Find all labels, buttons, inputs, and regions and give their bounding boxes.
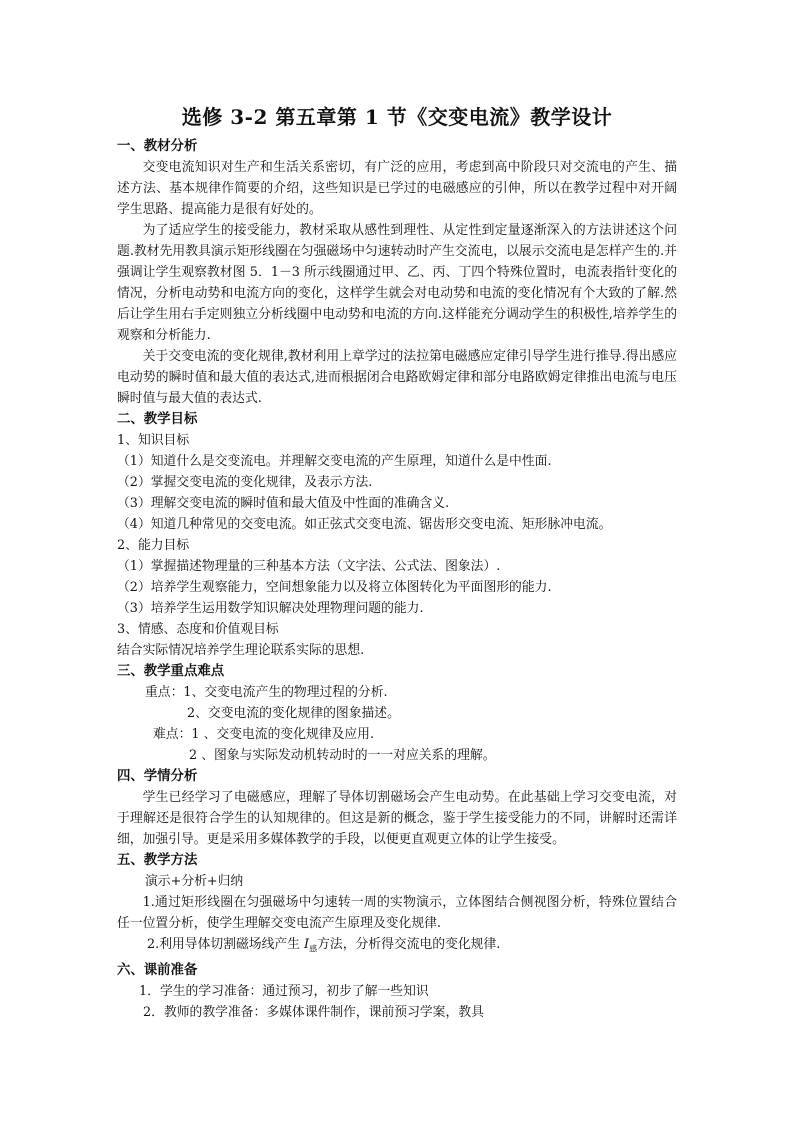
paragraph: 交变电流知识对生产和生活关系密切，有广泛的应用，考虑到高中阶段只对交流电的产生、描述方法、基本规律作简要的介绍，这些知识是已学过的电磁感应的引伸，所以在教学过程中对开阔学生思路、提高能力是很有好处的。 xyxy=(117,160,677,217)
paragraph: 为了适应学生的接受能力，教材采取从感性到理性、从定性到定量逐渐深入的方法讲述这个问题.教材先用教具演示矩形线圈在匀强磁场中匀速转动时产生交流电，以展示交流电是怎样产生的.并强调让学生观察教材图 5．1－3 所示线圈通过甲、乙、丙、丁四个特殊位置时，电流表指针变化的情况，分析电动势和电流方向的变化，这样学生就会对电动势和电流的变化情况有个大致的了解.然后让学生用右手定则独立分析线圈中电动势和电流的方向.这样能充分调动学生的积极性,培养学生的观察和分析能力. xyxy=(117,223,677,343)
difficulty-line: 难点：1 、交变电流的变化规律及应用. xyxy=(153,727,375,742)
current-symbol: I xyxy=(304,937,310,952)
list-item: （2）掌握交变电流的变化规律，及表示方法. xyxy=(117,475,373,490)
subheading-emotion-goals: 3、情感、态度和价值观目标 xyxy=(117,622,279,637)
paragraph: 关于交变电流的变化规律,教材利用上章学过的法拉第电磁感应定律引导学生进行推导.得出感应电动势的瞬时值和最大值的表达式,进而根据闭合电路欧姆定律和部分电路欧姆定律推出电流与电压瞬时值与最大值的表达式. xyxy=(117,349,677,406)
section-heading-textbook-analysis: 一、教材分析 xyxy=(117,138,198,154)
list-item: （3）理解交变电流的瞬时值和最大值及中性面的准确含义. xyxy=(117,496,450,511)
key-point-line: 重点：1、交变电流产生的物理过程的分析. xyxy=(145,685,388,700)
list-item: （1）掌握描述物理量的三种基本方法（文字法、公式法、图象法）. xyxy=(117,559,501,574)
method-text: 方法，分析得交流电的变化规律. xyxy=(317,937,501,952)
section-heading-teaching-methods: 五、教学方法 xyxy=(117,852,198,868)
method-text: 2.利用导体切割磁场线产生 xyxy=(147,937,305,952)
subheading-ability-goals: 2、能力目标 xyxy=(117,538,190,553)
prep-item: 2．教师的教学准备：多媒体课件制作，课前预习学案，教具 xyxy=(143,1004,484,1020)
section-heading-preparation: 六、课前准备 xyxy=(117,961,198,978)
method-summary: 演示+分析+归纳 xyxy=(145,874,244,889)
list-item: （4）知道几种常见的交变电流。如正弦式交变电流、锯齿形交变电流、矩形脉冲电流。 xyxy=(117,517,612,532)
section-heading-teaching-goals: 二、教学目标 xyxy=(117,411,198,427)
difficulty-line: 2 、图象与实际发动机转动时的一一对应关系的理解。 xyxy=(189,748,496,763)
list-item: （3）培养学生运用数学知识解决处理物理问题的能力. xyxy=(117,601,424,616)
section-heading-student-analysis: 四、学情分析 xyxy=(117,768,198,784)
document-page xyxy=(117,102,677,1023)
current-subscript: 感 xyxy=(309,944,318,954)
document-title: 选修 3-2 第五章第 1 节《交变电流》教学设计 xyxy=(181,105,613,129)
prep-item: 1．学生的学习准备：通过预习，初步了解一些知识 xyxy=(139,983,429,999)
subheading-knowledge-goals: 1、知识目标 xyxy=(117,433,190,448)
paragraph: 学生已经学习了电磁感应，理解了导体切割磁场会产生电动势。在此基础上学习交变电流，对于理解还是很符合学生的认知规律的。但这是新的概念，鉴于学生接受能力的不同，讲解时还需详细，加强引导。更是采用多媒体教学的手段，以便更直观更立体的让学生接受。 xyxy=(117,790,677,847)
key-point-line: 2、交变电流的变化规律的图象描述。 xyxy=(187,706,400,721)
section-heading-key-points: 三、教学重点难点 xyxy=(117,663,225,679)
method-line xyxy=(117,934,677,960)
list-item: 结合实际情况培养学生理论联系实际的思想. xyxy=(117,643,365,658)
list-item: （2）培养学生观察能力，空间想象能力以及将立体图转化为平面图形的能力. xyxy=(117,580,552,595)
list-item: （1）知道什么是交变流电。并理解交变电流的产生原理，知道什么是中性面. xyxy=(117,454,552,469)
paragraph: 1.通过矩形线圈在匀强磁场中匀速转一周的实物演示，立体图结合侧视图分析，特殊位置结合任一位置分析，使学生理解交变电流产生原理及变化规律. xyxy=(117,895,677,931)
